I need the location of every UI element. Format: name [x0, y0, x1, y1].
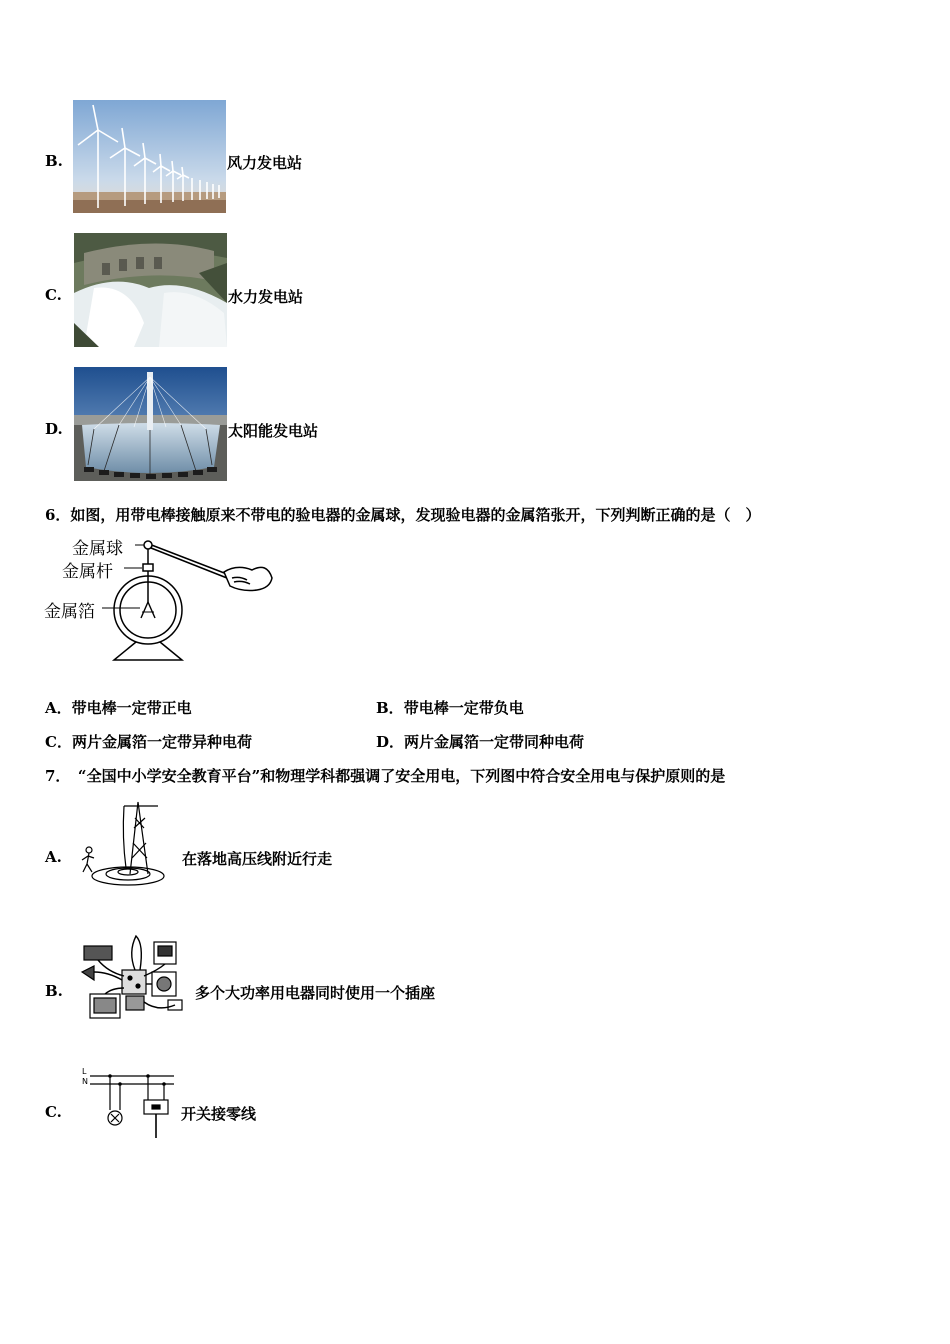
option-caption: 开关接零线	[181, 1105, 257, 1123]
question-stem: 7． “全国中小学安全教育平台”和物理学科都强调了安全用电，下列图中符合安全用电与保护原则的是	[45, 767, 726, 785]
electroscope-figure	[42, 532, 277, 664]
overloaded-socket-sketch	[78, 932, 190, 1024]
option-text: 带电棒一定带正电	[71, 699, 192, 717]
option-letter: C.	[45, 286, 62, 304]
option-caption: 风力发电站	[227, 154, 303, 172]
question-stem: 6．如图，用带电棒接触原来不带电的验电器的金属球，发现验电器的金属箔张开，下列判断正确的是（ ）	[45, 506, 761, 524]
option-letter: C．	[45, 733, 72, 751]
option-caption: 多个大功率用电器同时使用一个插座	[195, 984, 436, 1002]
label-metal-ball: 金属球	[72, 539, 123, 559]
option-letter: D.	[45, 420, 63, 438]
q6-option-a	[45, 697, 192, 718]
label-live-wire: L	[82, 1067, 87, 1076]
option-text: 两片金属箔一定带同种电荷	[404, 733, 585, 751]
option-text: 带电棒一定带负电	[403, 699, 524, 717]
option-caption: 在落地高压线附近行走	[182, 850, 333, 868]
option-letter: B.	[45, 982, 63, 1000]
option-letter: D．	[376, 733, 405, 751]
solar-plant-photo	[74, 367, 227, 481]
hydro-dam-photo	[74, 233, 227, 347]
label-metal-foil: 金属箔	[44, 602, 95, 622]
option-letter: B.	[45, 152, 63, 170]
high-voltage-line-sketch	[78, 798, 178, 892]
option-letter: A．	[45, 699, 72, 717]
q6-option-b	[376, 697, 524, 718]
option-caption: 太阳能发电站	[228, 422, 319, 440]
q6-option-c	[45, 731, 252, 752]
option-letter: A.	[45, 848, 62, 866]
label-neutral-wire: N	[82, 1077, 88, 1086]
switch-on-neutral-circuit-sketch	[78, 1064, 178, 1144]
q6-option-d	[376, 731, 584, 752]
option-text: 两片金属箔一定带异种电荷	[71, 733, 252, 751]
option-letter: C.	[45, 1103, 62, 1121]
label-metal-rod: 金属杆	[62, 562, 113, 582]
wind-farm-photo	[73, 100, 226, 213]
option-caption: 水力发电站	[228, 288, 304, 306]
option-letter: B．	[376, 699, 404, 717]
